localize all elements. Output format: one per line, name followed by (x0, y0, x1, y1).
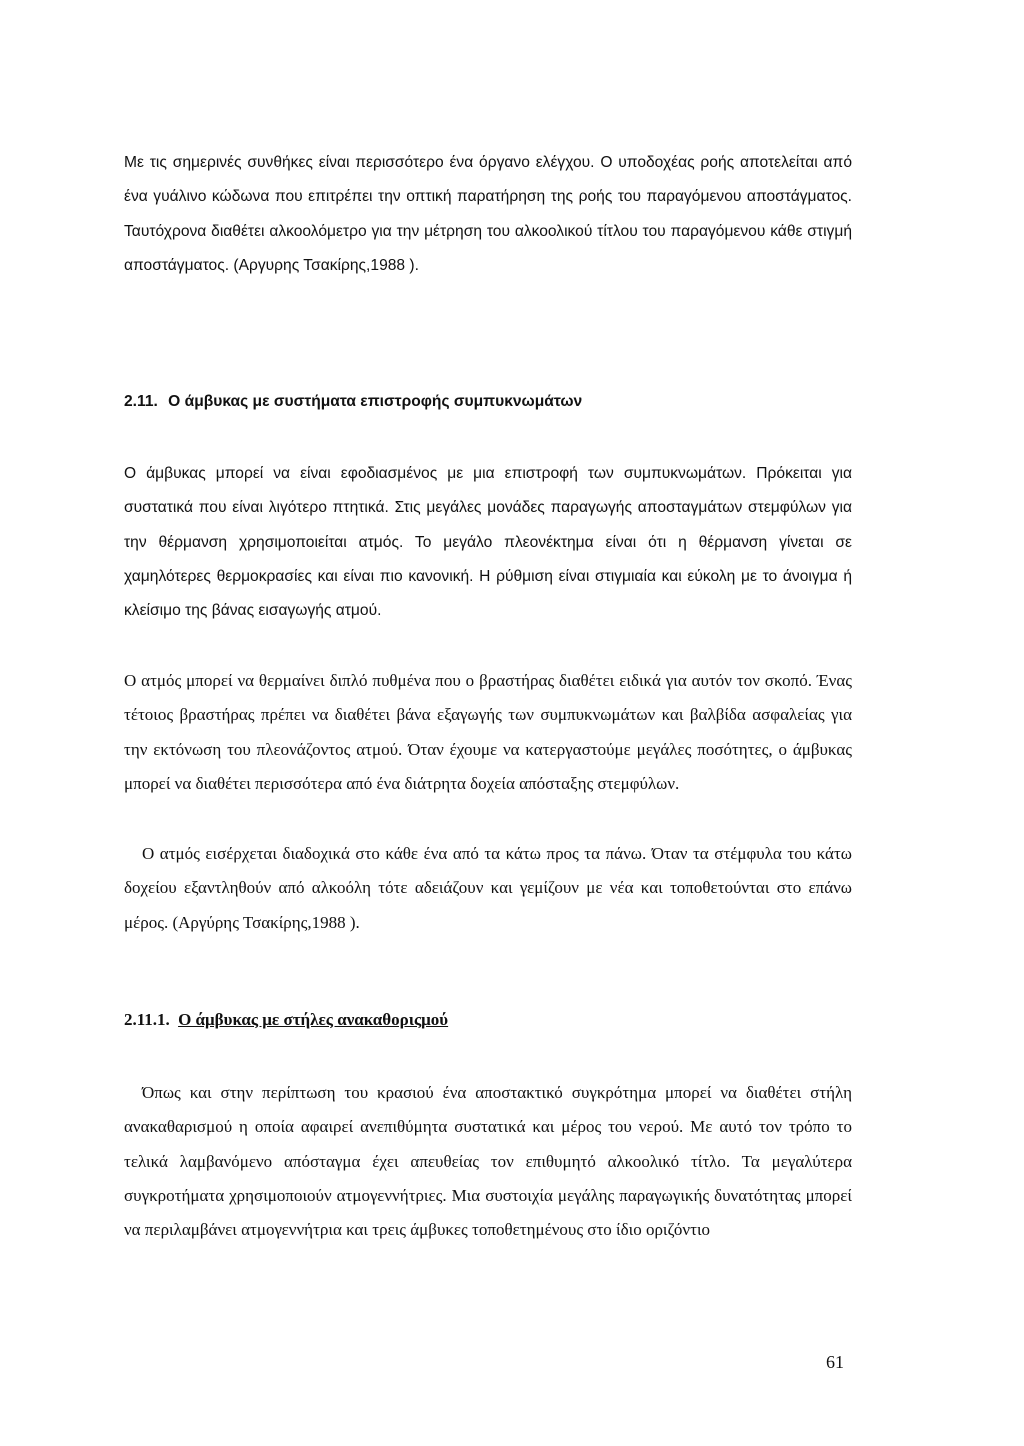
paragraph-2-11-1-1: Όπως και στην περίπτωση του κρασιού ένα αποστακτικό συγκρότημα μπορεί να διαθέτει στήλη ανακαθαρισμού η οποία αφαιρεί ανεπιθύμητα συστατικά και μέρος του νερού. Με αυτό τον τρόπο το τελικά λαμβανόμενο απόσταγμα έχει απευθείας τον επιθυμητό αλκοολικό τίτλο. Τα μεγαλύτερα συγκροτήματα χρησιμοποιούν ατμογεννήτριες. Μια συστοιχία μεγάλης παραγωγικής δυνατότητας μπορεί να περιλαμβάνει ατμογεννήτρια και τρεις άμβυκες τοποθετημένους στο ίδιο οριζόντιο (124, 1083, 852, 1240)
section-number: 2.11. (124, 393, 158, 410)
paragraph-2-11-3: Ο ατμός εισέρχεται διαδοχικά στο κάθε ένα από τα κάτω προς τα πάνω. Όταν τα στέμφυλα του κάτω δοχείου εξαντληθούν από αλκοόλη τότε αδειάζουν και γεμίζουν με νέα και τοποθετούνται στο επάνω μέρος. (Αργύρης Τσακίρης,1988 ). (124, 844, 852, 932)
paragraph-intro: Με τις σημερινές συνθήκες είναι περισσότερο ένα όργανο ελέγχου. Ο υποδοχέας ροής αποτελείται από ένα γυάλινο κώδωνα που επιτρέπει την οπτική παρατήρηση της ροής του παραγόμενου αποστάγματος. Ταυτόχρονα διαθέτει αλκοολόμετρο για την μέτρηση του αλκοολικού τίτλου του παραγόμενου κάθε στιγμή αποστάγματος. (Αργυρης Τσακίρης,1988 ). (124, 154, 852, 274)
paragraph-2-11-1: Ο άμβυκας μπορεί να είναι εφοδιασμένος με μια επιστροφή των συμπυκνωμάτων. Πρόκειται για συστατικά που είναι λιγότερο πτητικά. Στις μεγάλες μονάδες παραγωγής αποσταγμάτων στεμφύλων για την θέρμανση χρησιμοποιείται ατμός. Το μεγάλο πλεονέκτημα είναι ότι η θέρμανση γίνεται σε χαμηλότερες θερμοκρασίες και είναι πιο κανονική. Η ρύθμιση είναι στιγμιαία και εύκολη με το άνοιγμα ή κλείσιμο της βάνας εισαγωγής ατμού. (124, 465, 852, 620)
subsection-number: 2.11.1. (124, 1010, 170, 1029)
section-title: Ο άμβυκας με συστήματα επιστροφής συμπυκνωμάτων (168, 393, 583, 410)
subsection-title: Ο άμβυκας με στήλες ανακαθοριςμού (178, 1010, 449, 1029)
paragraph-2-11-2: Ο ατμός μπορεί να θερμαίνει διπλό πυθμένα που ο βραστήρας διαθέτει ειδικά για αυτόν τον σκοπό. Ένας τέτοιος βραστήρας πρέπει να διαθέτει βάνα εξαγωγής των συμπυκνωμάτων και βαλβίδα ασφαλείας για την εκτόνωση του πλεονάζοντος ατμού. Όταν έχουμε να κατεργαστούμε μεγάλες ποσότητες, ο άμβυκας μπορεί να διαθέτει περισσότερα από ένα διάτρητα δοχεία απόσταξης στεμφύλων. (124, 671, 852, 793)
section-heading-2-11-1 (124, 1010, 448, 1030)
section-heading-2-11 (124, 393, 582, 411)
page-number: 61 (826, 1352, 844, 1372)
